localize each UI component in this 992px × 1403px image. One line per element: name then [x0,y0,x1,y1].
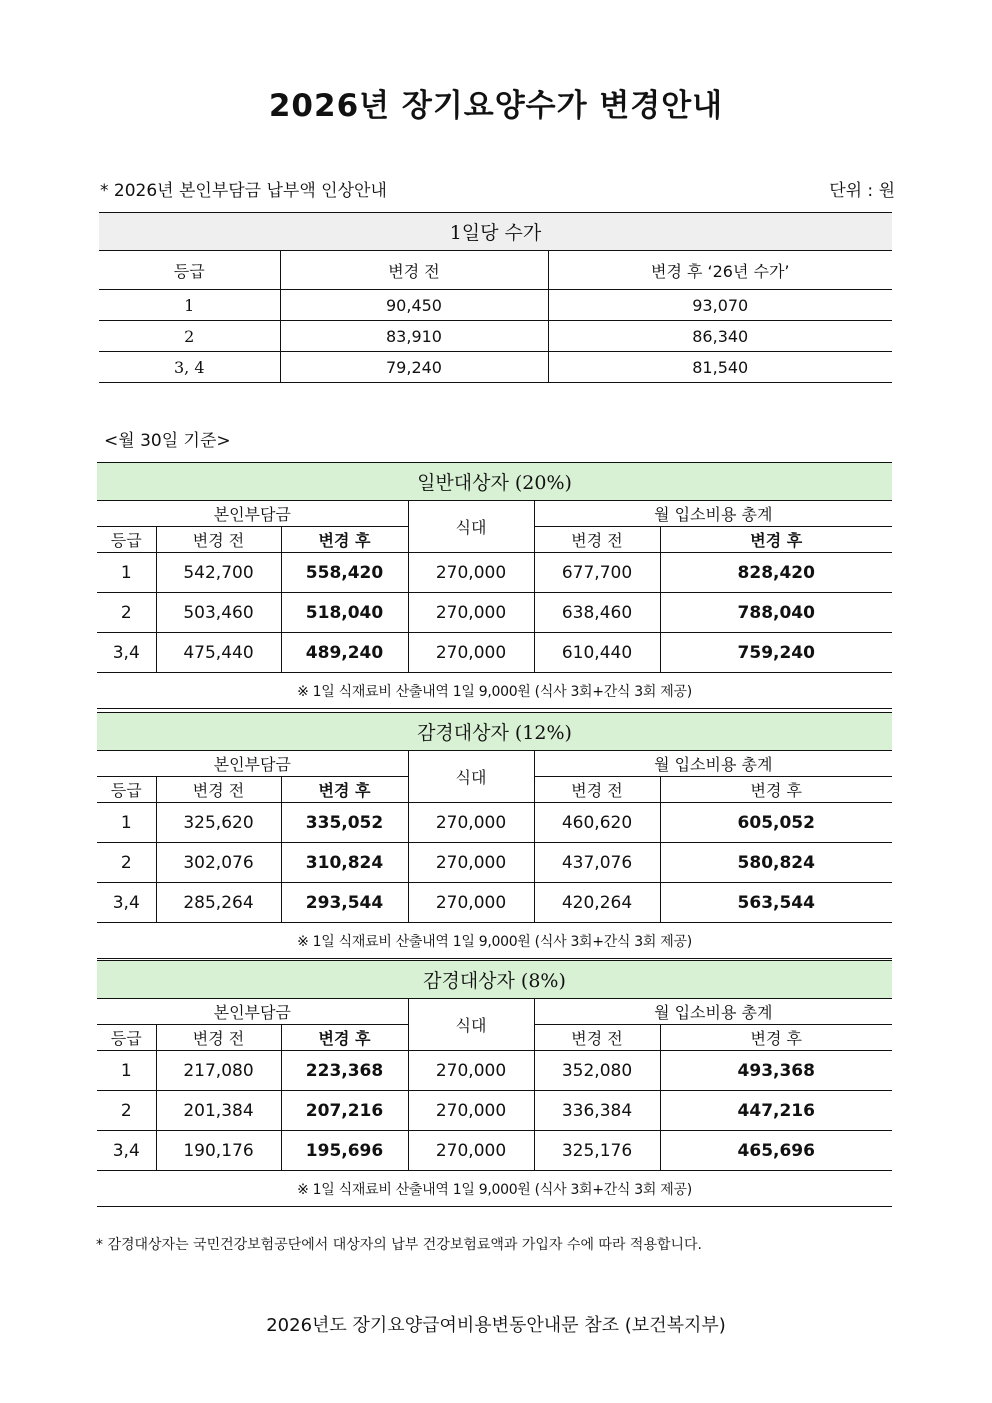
cell-grade: 3,4 [97,883,156,923]
table-row [97,633,892,673]
cell-self-before: 302,076 [156,843,281,883]
cell-meal: 270,000 [408,593,534,633]
cell-total-before: 352,080 [534,1051,660,1091]
header-before: 변경 전 [156,777,281,803]
header-total-after: 변경 후 [660,1025,892,1051]
cell-total-after: 605,052 [660,803,892,843]
cell-grade: 2 [97,593,156,633]
table-row [97,593,892,633]
cell-self-after: 335,052 [281,803,408,843]
cell-before: 79,240 [280,352,548,383]
cell-meal: 270,000 [408,633,534,673]
header-grade: 등급 [97,527,156,553]
cell-total-before: 437,076 [534,843,660,883]
category-table [97,960,892,1207]
group-monthly-total: 월 입소비용 총계 [534,751,892,777]
cell-meal: 270,000 [408,883,534,923]
cell-self-after: 293,544 [281,883,408,923]
cell-total-before: 610,440 [534,633,660,673]
table-row [97,1051,892,1091]
cell-total-after: 759,240 [660,633,892,673]
cell-self-before: 503,460 [156,593,281,633]
category-caption: 일반대상자 (20%) [97,463,892,501]
header-before: 변경 전 [280,251,548,290]
cell-meal: 270,000 [408,803,534,843]
meal-header: 식대 [408,751,534,803]
cell-total-after: 465,696 [660,1131,892,1171]
meal-header: 식대 [408,501,534,553]
source-note: 2026년도 장기요양급여비용변동안내문 참조 (보건복지부) [266,1315,726,1336]
base-label: <월 30일 기준> [104,431,231,451]
table-row [97,803,892,843]
table-row [97,843,892,883]
cell-total-before: 460,620 [534,803,660,843]
cell-grade: 1 [97,1051,156,1091]
footnote: * 감경대상자는 국민건강보험공단에서 대상자의 납부 건강보험료액과 가입자 수에 따라 적용합니다. [96,1237,702,1253]
cell-self-after: 223,368 [281,1051,408,1091]
unit-label: 단위 : 원 [829,181,895,201]
cell-total-after: 447,216 [660,1091,892,1131]
table-row [99,321,892,352]
cell-self-after: 310,824 [281,843,408,883]
cell-self-before: 285,264 [156,883,281,923]
cell-self-after: 518,040 [281,593,408,633]
cell-self-after: 489,240 [281,633,408,673]
cell-total-before: 638,460 [534,593,660,633]
cell-grade: 3, 4 [99,352,280,383]
cell-grade: 2 [99,321,280,352]
cell-total-before: 325,176 [534,1131,660,1171]
cell-total-before: 677,700 [534,553,660,593]
category-table [97,462,892,709]
cell-grade: 3,4 [97,633,156,673]
cell-self-before: 190,176 [156,1131,281,1171]
page-title: 2026년 장기요양수가 변경안내 [268,88,724,124]
header-total-after: 변경 후 [660,527,892,553]
header-total-before: 변경 전 [534,777,660,803]
cell-grade: 1 [99,290,280,321]
header-total-after: 변경 후 [660,777,892,803]
cell-grade: 3,4 [97,1131,156,1171]
group-monthly-total: 월 입소비용 총계 [534,999,892,1025]
section-heading: * 2026년 본인부담금 납부액 인상안내 [100,181,387,201]
cell-self-before: 201,384 [156,1091,281,1131]
cell-meal: 270,000 [408,1091,534,1131]
header-before: 변경 전 [156,527,281,553]
cell-self-after: 207,216 [281,1091,408,1131]
header-after: 변경 후 [281,1025,408,1051]
cell-self-after: 558,420 [281,553,408,593]
cell-total-after: 788,040 [660,593,892,633]
cell-self-before: 475,440 [156,633,281,673]
category-caption: 감경대상자 (12%) [97,713,892,751]
cell-grade: 2 [97,1091,156,1131]
daily-fee-table [99,212,892,383]
table-row [97,1091,892,1131]
cell-self-before: 325,620 [156,803,281,843]
group-self-pay: 본인부담금 [97,501,408,527]
group-self-pay: 본인부담금 [97,999,408,1025]
header-after: 변경 후 [281,527,408,553]
cell-meal: 270,000 [408,1131,534,1171]
cell-before: 83,910 [280,321,548,352]
cell-grade: 1 [97,803,156,843]
header-after: 변경 후 [281,777,408,803]
header-total-before: 변경 전 [534,527,660,553]
cell-total-after: 563,544 [660,883,892,923]
header-grade: 등급 [97,1025,156,1051]
category-table [97,712,892,959]
daily-fee-caption: 1일당 수가 [99,213,892,251]
meal-cost-note: ※ 1일 식재료비 산출내역 1일 9,000원 (식사 3회+간식 3회 제공) [97,923,892,959]
header-before: 변경 전 [156,1025,281,1051]
meal-cost-note: ※ 1일 식재료비 산출내역 1일 9,000원 (식사 3회+간식 3회 제공) [97,1171,892,1207]
cell-self-before: 217,080 [156,1051,281,1091]
cell-total-after: 828,420 [660,553,892,593]
table-row [99,290,892,321]
group-self-pay: 본인부담금 [97,751,408,777]
cell-meal: 270,000 [408,553,534,593]
group-monthly-total: 월 입소비용 총계 [534,501,892,527]
cell-total-before: 420,264 [534,883,660,923]
cell-grade: 2 [97,843,156,883]
cell-after: 81,540 [548,352,892,383]
table-row [97,553,892,593]
cell-after: 93,070 [548,290,892,321]
meal-cost-note: ※ 1일 식재료비 산출내역 1일 9,000원 (식사 3회+간식 3회 제공) [97,673,892,709]
cell-self-after: 195,696 [281,1131,408,1171]
cell-meal: 270,000 [408,843,534,883]
cell-grade: 1 [97,553,156,593]
table-row [97,1131,892,1171]
cell-after: 86,340 [548,321,892,352]
cell-total-before: 336,384 [534,1091,660,1131]
section-heading-row [100,176,895,202]
header-grade: 등급 [97,777,156,803]
cell-meal: 270,000 [408,1051,534,1091]
category-caption: 감경대상자 (8%) [97,961,892,999]
cell-self-before: 542,700 [156,553,281,593]
cell-total-after: 493,368 [660,1051,892,1091]
cell-before: 90,450 [280,290,548,321]
meal-header: 식대 [408,999,534,1051]
header-grade: 등급 [99,251,280,290]
header-total-before: 변경 전 [534,1025,660,1051]
header-after: 변경 후 ‘26년 수가’ [548,251,892,290]
table-row [97,883,892,923]
cell-total-after: 580,824 [660,843,892,883]
table-row [99,352,892,383]
